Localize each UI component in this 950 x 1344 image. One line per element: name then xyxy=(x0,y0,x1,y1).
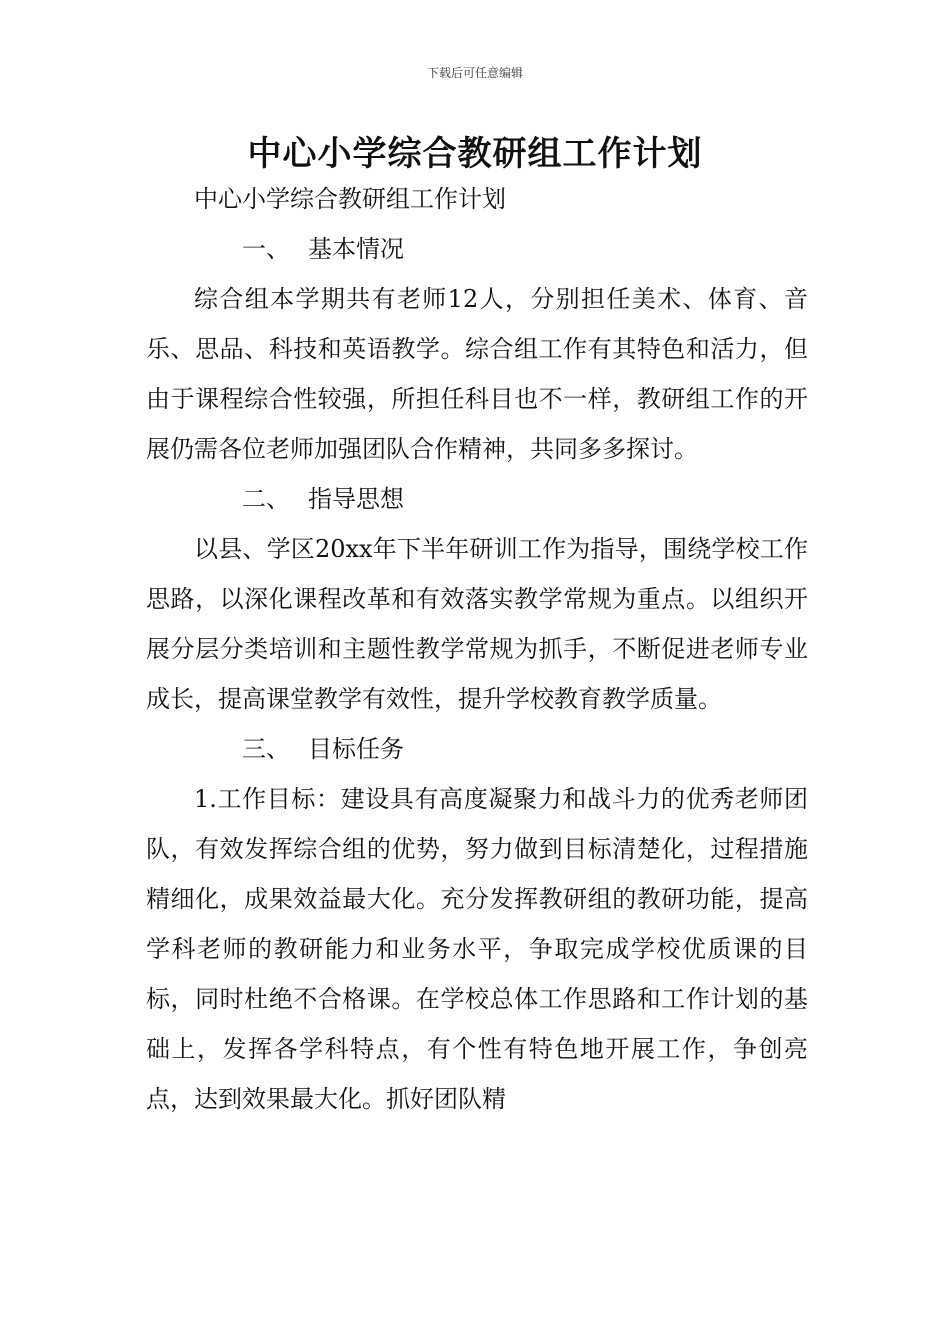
section-title: 目标任务 xyxy=(308,735,404,763)
section-heading-2 xyxy=(146,474,808,524)
section-paragraph: 以县、学区20xx年下半年研训工作为指导，围绕学校工作思路，以深化课程改革和有效落实教学常规为重点。以组织开展分层分类培训和主题性教学常规为抓手，不断促进老师专业成长，提高课堂教学有效性，提升学校教育教学质量。 xyxy=(146,535,808,713)
section-paragraph: 1.工作目标：建设具有高度凝聚力和战斗力的优秀老师团队，有效发挥综合组的优势，努力做到目标清楚化，过程措施精细化，成果效益最大化。充分发挥教研组的教研功能，提高学科老师的教研能力和业务水平，争取完成学校优质课的目标，同时杜绝不合格课。在学校总体工作思路和工作计划的基础上，发挥各学科特点，有个性有特色地开展工作，争创亮点，达到效果最大化。抓好团队精 xyxy=(146,785,808,1113)
section-paragraph: 综合组本学期共有老师12人，分别担任美术、体育、音乐、思品、科技和英语教学。综合组工作有其特色和活力，但由于课程综合性较强，所担任科目也不一样，教研组工作的开展仍需各位老师加强团队合作精神，共同多多探讨。 xyxy=(146,285,808,463)
section-heading-3 xyxy=(146,724,808,774)
document-title: 中心小学综合教研组工作计划 xyxy=(247,134,703,174)
document-subtitle: 中心小学综合教研组工作计划 xyxy=(194,185,506,213)
section-title: 指导思想 xyxy=(308,485,404,513)
document-body xyxy=(146,174,808,1124)
section-number: 二、 xyxy=(242,485,290,513)
section-number: 一、 xyxy=(242,235,290,263)
section-heading-1 xyxy=(146,224,808,274)
section-number: 三、 xyxy=(242,735,290,763)
page-header-note: 下载后可任意编辑 xyxy=(426,66,523,80)
section-title: 基本情况 xyxy=(308,235,404,263)
